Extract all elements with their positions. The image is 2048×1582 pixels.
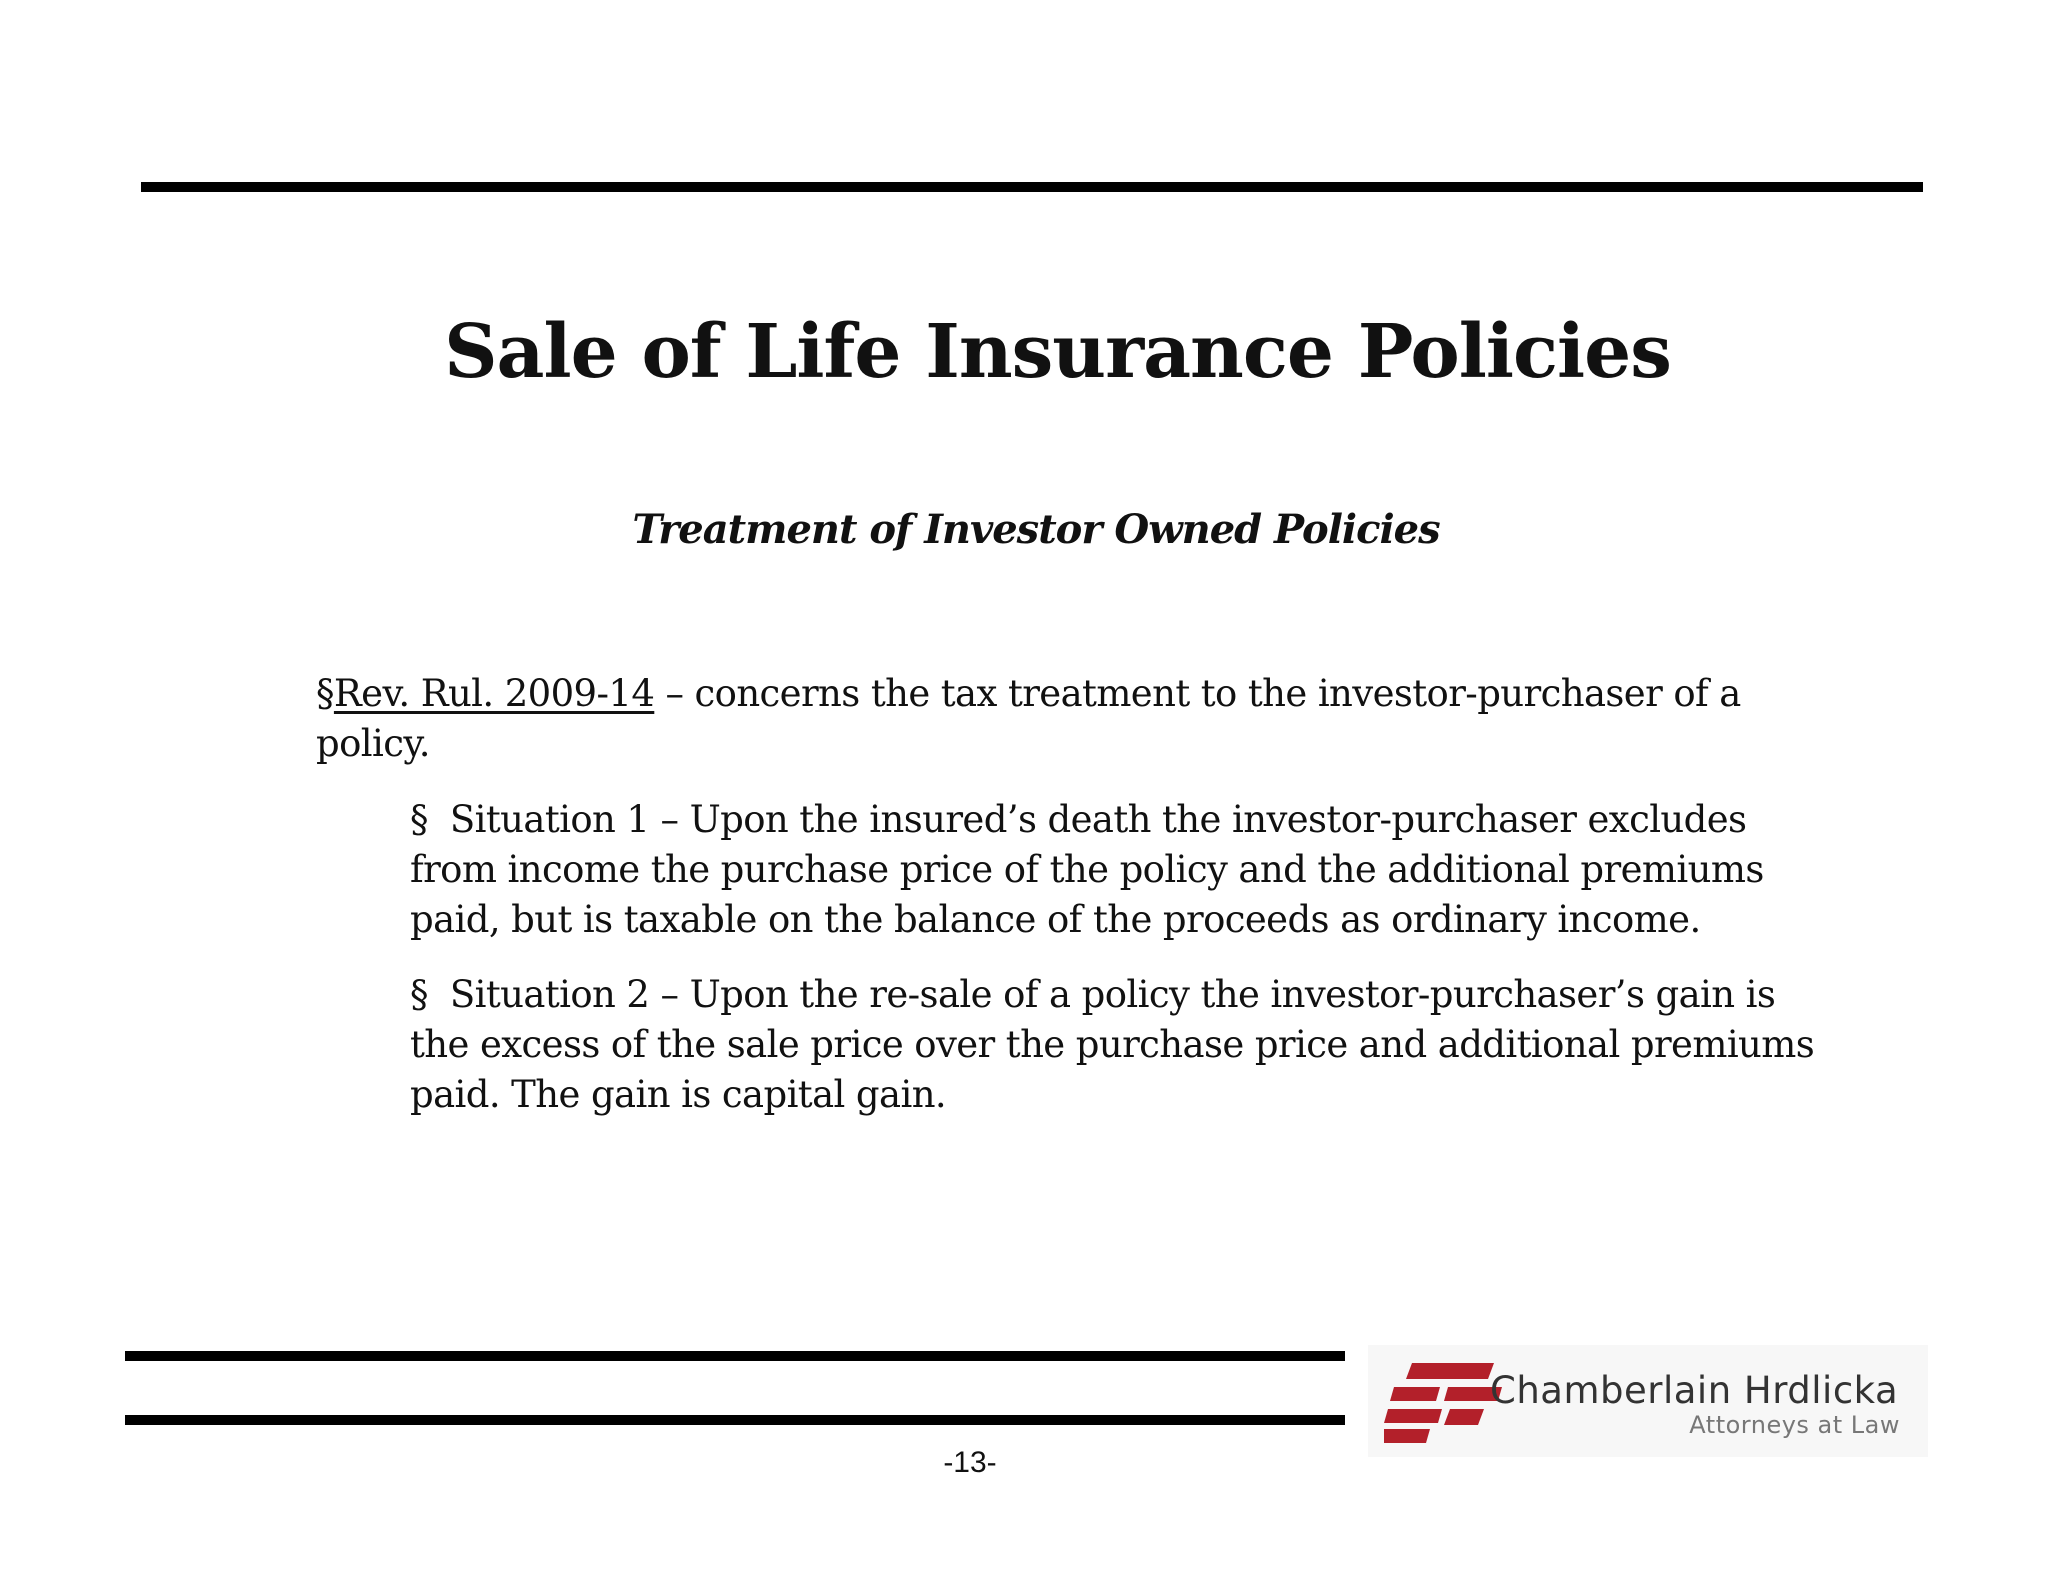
sub-bullet-situation-2: [410, 970, 1830, 1120]
slide-subtitle: Treatment of Investor Owned Policies: [632, 506, 1440, 553]
main-bullet-text: – concerns the tax treatment to the investor-purchaser of a policy.: [316, 672, 1741, 765]
main-bullet: [316, 669, 1766, 769]
sub-bullet-situation-1: [410, 795, 1830, 945]
footer-rule-upper: [125, 1351, 1345, 1361]
slide-title: Sale of Life Insurance Policies: [444, 309, 1671, 395]
footer-rule-lower: [125, 1415, 1345, 1425]
firm-tagline: Attorneys at Law: [1689, 1411, 1900, 1439]
sub-bullet-text: Situation 1 – Upon the insured’s death the investor-purchaser excludes from income the purchase price of the policy and the additional premiums paid, but is taxable on the balance of the proceeds as ordinary income.: [410, 798, 1764, 941]
section-marker: §: [316, 672, 334, 715]
firm-name: Chamberlain Hrdlicka: [1490, 1369, 1899, 1412]
sub-bullet-text: Situation 2 – Upon the re-sale of a policy the investor-purchaser’s gain is the excess of the sale price over the purchase price and additional premiums paid. The gain is capital gain.: [410, 973, 1815, 1116]
section-marker: §: [410, 973, 428, 1016]
firm-logo-mark-icon: [1384, 1363, 1504, 1443]
firm-logo: [1368, 1345, 1928, 1457]
top-rule: [141, 182, 1923, 192]
page-number: -13-: [943, 1446, 997, 1479]
ruling-reference: Rev. Rul. 2009-14: [333, 672, 655, 715]
section-marker: §: [410, 798, 428, 841]
